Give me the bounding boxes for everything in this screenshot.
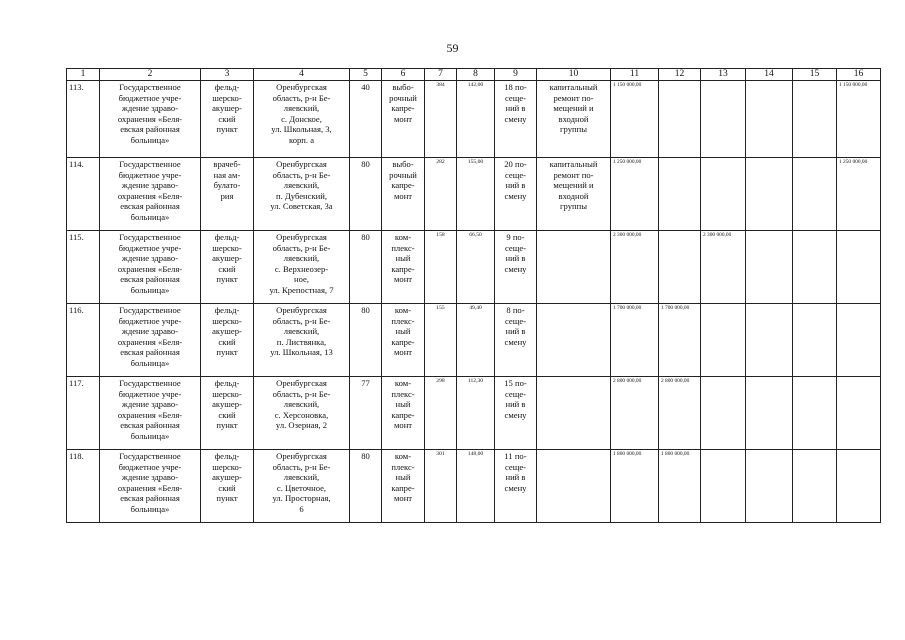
table-header	[67, 69, 881, 81]
cell-line: больница»	[130, 430, 170, 441]
cell-line: монт	[393, 113, 413, 124]
column-header: 14	[746, 69, 793, 81]
cell-line: ул. Советская, 3а	[270, 201, 333, 212]
column-header: 6	[382, 69, 425, 81]
amount-cell	[746, 304, 793, 377]
cell-line: Оренбургская	[276, 82, 327, 92]
cell-line: ком-	[394, 378, 412, 388]
cell-line: бюджетное учре-	[118, 388, 182, 399]
facility-type-cell	[201, 158, 254, 231]
address-cell	[254, 377, 350, 450]
cell-line: смену	[504, 482, 527, 493]
cell-line: охранения «Беля-	[117, 482, 183, 493]
column-header: 2	[100, 69, 201, 81]
address-cell	[254, 81, 350, 158]
cell-line: Оренбургская	[276, 451, 327, 461]
amount-cell	[746, 450, 793, 523]
amount-cell: 1 250 000,00	[611, 158, 659, 231]
cell-line: капре-	[391, 336, 415, 347]
repair-type-cell	[382, 304, 425, 377]
repair-type-cell	[382, 231, 425, 304]
value-cell: 298	[425, 377, 457, 450]
amount-cell	[793, 158, 837, 231]
cell-line: плекс-	[391, 242, 415, 253]
facility-type-cell	[201, 377, 254, 450]
cell-line: ждение здраво-	[121, 103, 179, 114]
works-cell	[537, 81, 611, 158]
value-cell: 80	[350, 158, 382, 231]
cell-line: ляевский,	[283, 253, 320, 264]
amount-cell: 2 300 000,00	[611, 231, 659, 304]
works-cell	[537, 450, 611, 523]
value-cell: 66,50	[457, 231, 495, 304]
amount-cell: 2 800 000,00	[659, 377, 701, 450]
column-header: 12	[659, 69, 701, 81]
amount-cell	[793, 81, 837, 158]
cell-line: евская районная	[120, 201, 180, 212]
column-header: 5	[350, 69, 382, 81]
header-row	[67, 69, 881, 81]
value-cell: 158	[425, 231, 457, 304]
cell-line: ремонт по-	[553, 169, 594, 180]
amount-cell	[837, 231, 881, 304]
page-number: 59	[446, 41, 459, 55]
cell-line: ул. Школьная, 3,	[271, 124, 332, 135]
column-header: 11	[611, 69, 659, 81]
cell-line: 6	[299, 503, 304, 514]
cell-line: Государственное	[119, 378, 181, 388]
column-header: 16	[837, 69, 881, 81]
repair-type-cell	[382, 450, 425, 523]
cell-line: монт	[393, 274, 413, 285]
cell-line: рочный	[389, 92, 417, 103]
cell-line: Оренбургская	[276, 232, 327, 242]
column-header: 7	[425, 69, 457, 81]
cell-line: ный	[395, 472, 411, 483]
value-cell: 384	[425, 81, 457, 158]
cell-line: область, р-н Бе-	[272, 315, 331, 326]
address-cell	[254, 231, 350, 304]
amount-cell	[659, 158, 701, 231]
value-cell: 282	[425, 158, 457, 231]
cell-line: группы	[560, 201, 587, 212]
cell-line: ул. Школьная, 13	[270, 347, 333, 358]
amount-cell	[746, 377, 793, 450]
cell-line: акушер-	[212, 103, 242, 114]
cell-line: больница»	[130, 284, 170, 295]
cell-line: сеще-	[504, 315, 527, 326]
value-cell: 155,00	[457, 158, 495, 231]
works-cell	[537, 377, 611, 450]
cell-line: выбо-	[392, 82, 414, 92]
cell-line: область, р-н Бе-	[272, 169, 331, 180]
column-header: 1	[67, 69, 100, 81]
facility-type-cell	[201, 304, 254, 377]
cell-line: п. Листвянка,	[276, 336, 327, 347]
cell-line: капре-	[391, 103, 415, 114]
amount-cell	[837, 450, 881, 523]
cell-line: рия	[220, 190, 234, 201]
cell-line: акушер-	[212, 253, 242, 264]
cell-line: ул. Просторная,	[272, 493, 331, 504]
facility-repair-table	[66, 68, 881, 523]
cell-line: Оренбургская	[276, 305, 327, 315]
cell-line: плекс-	[391, 388, 415, 399]
cell-line: евская районная	[120, 124, 180, 135]
cell-line: врачеб-	[213, 159, 241, 169]
cell-line: область, р-н Бе-	[272, 92, 331, 103]
capacity-cell	[495, 158, 537, 231]
cell-line: группы	[560, 124, 587, 135]
cell-line: акушер-	[212, 399, 242, 410]
cell-line: смену	[504, 263, 527, 274]
cell-line: монт	[393, 493, 413, 504]
column-header: 4	[254, 69, 350, 81]
cell-line: ул. Озерная, 2	[275, 420, 328, 431]
amount-cell: 2 800 000,00	[611, 377, 659, 450]
cell-line: ком-	[394, 305, 412, 315]
cell-line: смену	[504, 336, 527, 347]
column-header: 3	[201, 69, 254, 81]
cell-line: сеще-	[504, 92, 527, 103]
cell-line: шерско-	[212, 92, 242, 103]
capacity-cell	[495, 377, 537, 450]
column-header: 15	[793, 69, 837, 81]
amount-cell	[793, 377, 837, 450]
value-cell: 49,40	[457, 304, 495, 377]
cell-line: с. Донское,	[281, 113, 322, 124]
cell-line: больница»	[130, 357, 170, 368]
cell-line: пункт	[216, 274, 238, 285]
cell-line: рочный	[389, 169, 417, 180]
cell-line: Оренбургская	[276, 159, 327, 169]
amount-cell: 1 250 000,00	[837, 158, 881, 231]
cell-line: ждение здраво-	[121, 326, 179, 337]
cell-line: пункт	[216, 124, 238, 135]
cell-line: больница»	[130, 211, 170, 222]
cell-line: фельд-	[214, 305, 240, 315]
cell-line: входной	[558, 190, 589, 201]
amount-cell: 1 700 000,00	[659, 304, 701, 377]
cell-line: бюджетное учре-	[118, 461, 182, 472]
cell-line: фельд-	[214, 378, 240, 388]
cell-line: охранения «Беля-	[117, 263, 183, 274]
cell-line: евская районная	[120, 347, 180, 358]
cell-line: 8 по-	[506, 305, 525, 315]
cell-line: ский	[218, 263, 236, 274]
organization-cell	[100, 450, 201, 523]
cell-line: сеще-	[504, 388, 527, 399]
amount-cell	[837, 377, 881, 450]
cell-line: ляевский,	[283, 472, 320, 483]
cell-line: охранения «Беля-	[117, 336, 183, 347]
table-row	[67, 231, 881, 304]
amount-cell	[837, 304, 881, 377]
cell-line: смену	[504, 113, 527, 124]
row-number-cell: 116.	[67, 304, 100, 377]
address-cell	[254, 304, 350, 377]
cell-line: охранения «Беля-	[117, 190, 183, 201]
cell-line: ляевский,	[283, 103, 320, 114]
cell-line: ний в	[505, 180, 526, 191]
cell-line: шерско-	[212, 315, 242, 326]
column-header: 13	[701, 69, 746, 81]
cell-line: охранения «Беля-	[117, 409, 183, 420]
cell-line: ремонт по-	[553, 92, 594, 103]
value-cell: 80	[350, 231, 382, 304]
capacity-cell	[495, 231, 537, 304]
cell-line: капре-	[391, 482, 415, 493]
value-cell: 80	[350, 304, 382, 377]
cell-line: область, р-н Бе-	[272, 461, 331, 472]
address-cell	[254, 450, 350, 523]
value-cell: 40	[350, 81, 382, 158]
cell-line: ное,	[294, 274, 309, 285]
cell-line: капре-	[391, 180, 415, 191]
cell-line: ляевский,	[283, 399, 320, 410]
value-cell: 80	[350, 450, 382, 523]
table-row	[67, 304, 881, 377]
cell-line: плекс-	[391, 315, 415, 326]
organization-cell	[100, 158, 201, 231]
amount-cell: 1 150 000,00	[611, 81, 659, 158]
cell-line: 18 по-	[504, 82, 527, 92]
cell-line: монт	[393, 420, 413, 431]
cell-line: акушер-	[212, 472, 242, 483]
cell-line: плекс-	[391, 461, 415, 472]
cell-line: с. Херсоновка,	[274, 409, 329, 420]
cell-line: ляевский,	[283, 326, 320, 337]
cell-line: капре-	[391, 263, 415, 274]
facility-type-cell	[201, 450, 254, 523]
capacity-cell	[495, 450, 537, 523]
amount-cell: 2 300 000,00	[701, 231, 746, 304]
cell-line: сеще-	[504, 242, 527, 253]
cell-line: входной	[558, 113, 589, 124]
row-number-cell: 114.	[67, 158, 100, 231]
amount-cell: 1 800 000,00	[611, 450, 659, 523]
row-number-cell: 113.	[67, 81, 100, 158]
cell-line: Государственное	[119, 451, 181, 461]
cell-line: ждение здраво-	[121, 180, 179, 191]
amount-cell	[659, 81, 701, 158]
cell-line: евская районная	[120, 274, 180, 285]
cell-line: 9 по-	[506, 232, 525, 242]
cell-line: мещений и	[553, 180, 594, 191]
value-cell: 77	[350, 377, 382, 450]
cell-line: капитальный	[549, 82, 598, 92]
cell-line: ный	[395, 253, 411, 264]
cell-line: ный	[395, 399, 411, 410]
cell-line: Государственное	[119, 82, 181, 92]
cell-line: область, р-н Бе-	[272, 388, 331, 399]
cell-line: охранения «Беля-	[117, 113, 183, 124]
value-cell: 155	[425, 304, 457, 377]
cell-line: ний в	[505, 253, 526, 264]
cell-line: пункт	[216, 420, 238, 431]
amount-cell	[659, 231, 701, 304]
value-cell: 112,30	[457, 377, 495, 450]
cell-line: корп. а	[288, 134, 315, 145]
cell-line: ский	[218, 482, 236, 493]
works-cell	[537, 231, 611, 304]
cell-line: евская районная	[120, 493, 180, 504]
cell-line: капре-	[391, 409, 415, 420]
amount-cell	[746, 158, 793, 231]
amount-cell	[701, 450, 746, 523]
amount-cell	[793, 231, 837, 304]
row-number-cell: 117.	[67, 377, 100, 450]
cell-line: с. Верхнеозер-	[274, 263, 329, 274]
cell-line: фельд-	[214, 451, 240, 461]
cell-line: монт	[393, 347, 413, 358]
cell-line: бюджетное учре-	[118, 242, 182, 253]
cell-line: больница»	[130, 503, 170, 514]
cell-line: ждение здраво-	[121, 399, 179, 410]
cell-line: ждение здраво-	[121, 253, 179, 264]
cell-line: выбо-	[392, 159, 414, 169]
cell-line: ная ам-	[213, 169, 241, 180]
cell-line: п. Дубенский,	[276, 190, 327, 201]
table-row	[67, 158, 881, 231]
capacity-cell	[495, 304, 537, 377]
cell-line: сеще-	[504, 461, 527, 472]
cell-line: бюджетное учре-	[118, 315, 182, 326]
cell-line: смену	[504, 409, 527, 420]
cell-line: фельд-	[214, 232, 240, 242]
cell-line: 11 по-	[504, 451, 527, 461]
amount-cell: 1 150 000,00	[837, 81, 881, 158]
cell-line: акушер-	[212, 326, 242, 337]
cell-line: сеще-	[504, 169, 527, 180]
cell-line: область, р-н Бе-	[272, 242, 331, 253]
cell-line: Государственное	[119, 232, 181, 242]
works-cell	[537, 158, 611, 231]
cell-line: ний в	[505, 103, 526, 114]
organization-cell	[100, 81, 201, 158]
facility-type-cell	[201, 81, 254, 158]
cell-line: шерско-	[212, 461, 242, 472]
cell-line: 15 по-	[504, 378, 527, 388]
organization-cell	[100, 377, 201, 450]
cell-line: монт	[393, 190, 413, 201]
cell-line: Оренбургская	[276, 378, 327, 388]
value-cell: 142,00	[457, 81, 495, 158]
cell-line: булато-	[213, 180, 241, 191]
column-header: 8	[457, 69, 495, 81]
cell-line: больница»	[130, 134, 170, 145]
cell-line: с. Цветочное,	[276, 482, 327, 493]
table-body	[67, 81, 881, 523]
facility-type-cell	[201, 231, 254, 304]
cell-line: пункт	[216, 347, 238, 358]
table-row	[67, 450, 881, 523]
cell-line: шерско-	[212, 242, 242, 253]
amount-cell	[701, 377, 746, 450]
cell-line: ский	[218, 409, 236, 420]
cell-line: фельд-	[214, 82, 240, 92]
cell-line: шерско-	[212, 388, 242, 399]
organization-cell	[100, 304, 201, 377]
cell-line: ний в	[505, 326, 526, 337]
organization-cell	[100, 231, 201, 304]
cell-line: ский	[218, 113, 236, 124]
works-cell	[537, 304, 611, 377]
address-cell	[254, 158, 350, 231]
cell-line: Государственное	[119, 305, 181, 315]
cell-line: ул. Крепостная, 7	[269, 284, 334, 295]
amount-cell: 1 700 000,00	[611, 304, 659, 377]
cell-line: ний в	[505, 472, 526, 483]
capacity-cell	[495, 81, 537, 158]
amount-cell	[701, 81, 746, 158]
amount-cell	[793, 304, 837, 377]
repair-type-cell	[382, 158, 425, 231]
table-row	[67, 81, 881, 158]
cell-line: капитальный	[549, 159, 598, 169]
amount-cell	[746, 231, 793, 304]
cell-line: ляевский,	[283, 180, 320, 191]
amount-cell: 1 800 000,00	[659, 450, 701, 523]
cell-line: смену	[504, 190, 527, 201]
cell-line: ком-	[394, 232, 412, 242]
cell-line: евская районная	[120, 420, 180, 431]
amount-cell	[701, 304, 746, 377]
column-header: 9	[495, 69, 537, 81]
cell-line: пункт	[216, 493, 238, 504]
cell-line: ждение здраво-	[121, 472, 179, 483]
repair-type-cell	[382, 377, 425, 450]
amount-cell	[701, 158, 746, 231]
column-header: 10	[537, 69, 611, 81]
cell-line: мещений и	[553, 103, 594, 114]
value-cell: 301	[425, 450, 457, 523]
amount-cell	[793, 450, 837, 523]
cell-line: Государственное	[119, 159, 181, 169]
row-number-cell: 115.	[67, 231, 100, 304]
cell-line: 20 по-	[504, 159, 527, 169]
amount-cell	[746, 81, 793, 158]
row-number-cell: 118.	[67, 450, 100, 523]
table-row	[67, 377, 881, 450]
cell-line: ком-	[394, 451, 412, 461]
repair-type-cell	[382, 81, 425, 158]
cell-line: бюджетное учре-	[118, 92, 182, 103]
cell-line: ный	[395, 326, 411, 337]
cell-line: ский	[218, 336, 236, 347]
value-cell: 148,00	[457, 450, 495, 523]
cell-line: ний в	[505, 399, 526, 410]
cell-line: бюджетное учре-	[118, 169, 182, 180]
